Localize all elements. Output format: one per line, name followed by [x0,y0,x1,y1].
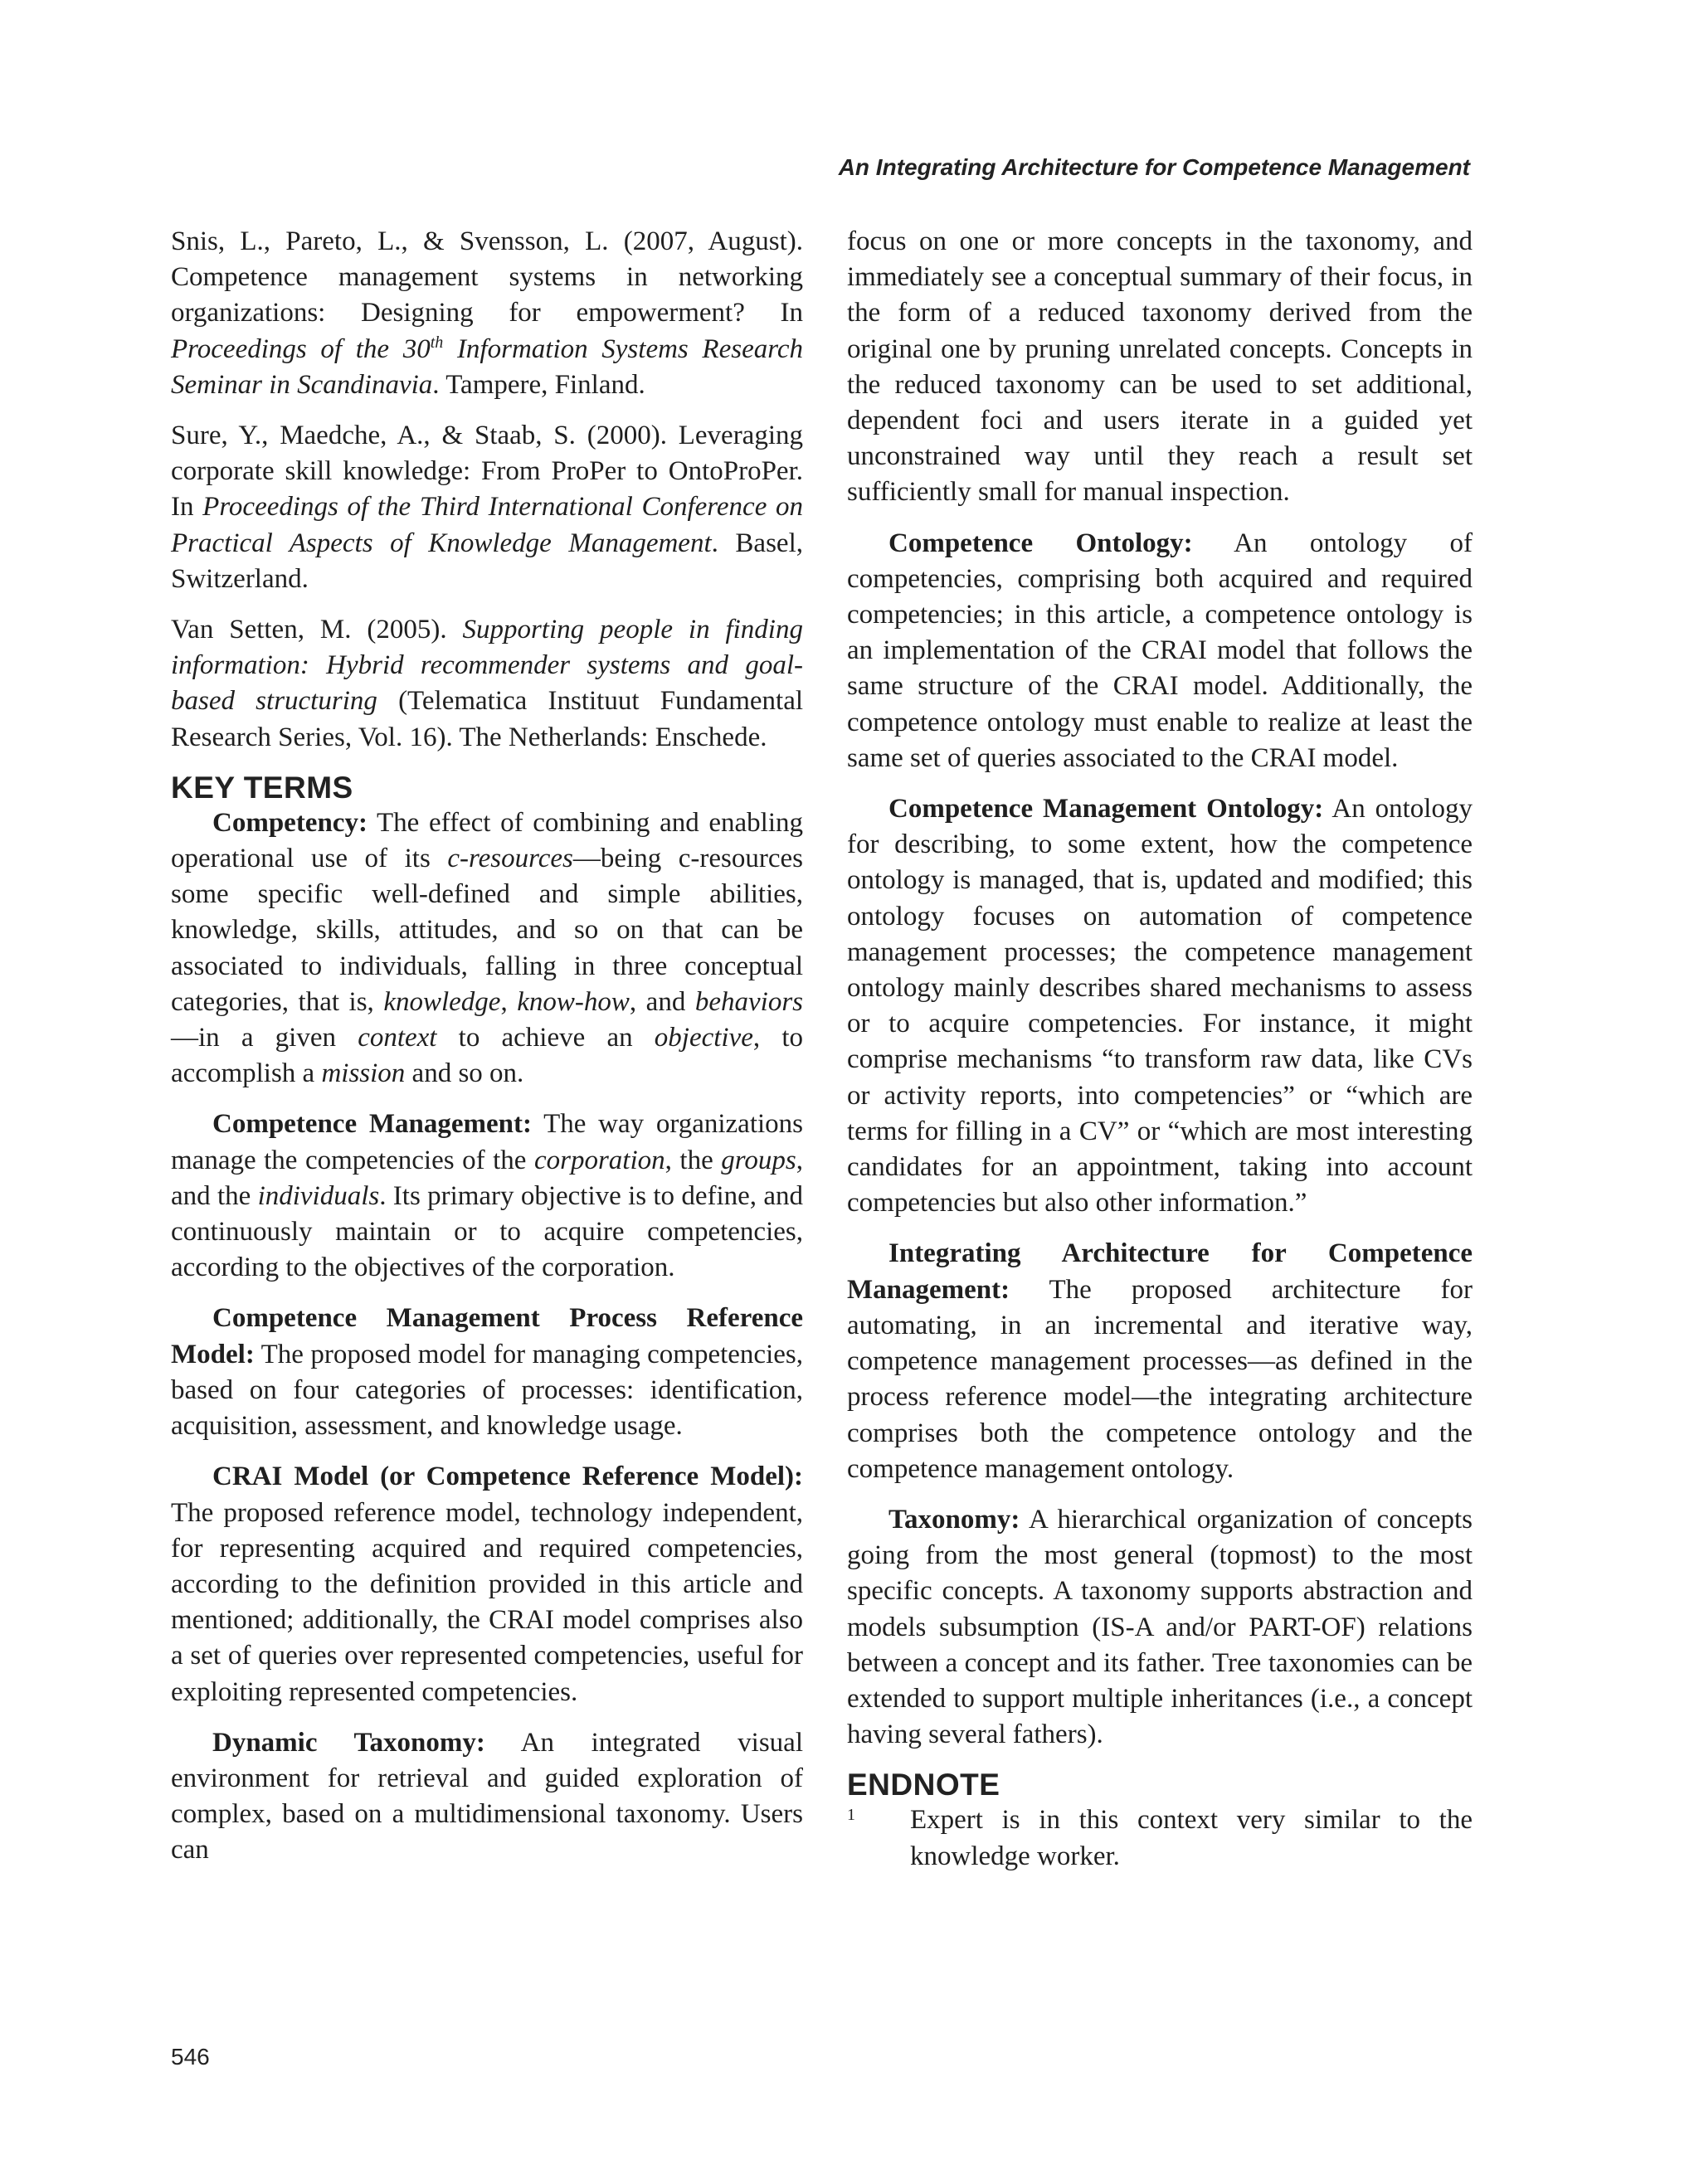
term-integrating-architecture [847,1236,1473,1486]
ref-italic: Supporting people in finding information: Hybrid recommender systems and goal-based structuring [171,615,803,717]
ref-italic: Proceedings of the 30 [171,333,431,364]
term-dynamic-taxonomy [171,1725,803,1869]
term-text: , and [629,986,695,1017]
endnote-item [847,1802,1473,1874]
term-title: Competency: [212,807,368,838]
term-italic: know-how [517,986,630,1017]
term-text: The proposed architecture for automating, in an incremental and iterative way, competence management processes—as defined in the process reference model—the integrating architecture comprises both the competence ontology and the competence management ontology. [847,1274,1473,1484]
term-text: , the [665,1145,722,1175]
term-title: Competence Ontology: [888,528,1193,558]
endnote-mark: 1 [847,1806,855,1825]
term-competence-ontology [847,526,1473,776]
term-text: , [500,986,518,1017]
ref-italic: Information Systems Research Seminar in Scandinavia [171,333,803,400]
key-terms-heading: KEY TERMS [171,770,353,805]
term-text: The proposed reference model, technology independent, for representing acquired and required competencies, according to the definition provided in this article and mentioned; additionally, the CRAI model comprises also a set of queries over represented competencies, useful for exploiting represented competencies. [171,1497,803,1707]
term-italic: corporation [533,1145,665,1175]
term-italic: objective [654,1023,753,1053]
ref-text: Sure, Y., Maedche, A., & Staab, S. (2000). Leveraging corporate skill knowledge: From ProPer to OntoProPer. In [171,421,803,523]
term-title: Integrating Architecture for Competence Management: [847,1238,1473,1305]
ref-italic: Proceedings of the Third International Conference on Practical Aspects of Knowledge Management [171,492,803,558]
term-crai-model [171,1459,803,1710]
reference-snis [171,224,803,403]
term-title: Competence Management: [212,1109,532,1140]
ref-text: . Tampere, Finland. [432,369,645,400]
reference-van-setten [171,612,803,756]
term-text: —being c-resources some specific well-defined and simple abilities, knowledge, skills, attitudes, and so on that can be associated to individuals, falling in three conceptual categories, that is, [171,844,803,1017]
term-text: The effect of combining and enabling operational use of its [171,807,803,874]
term-competency [171,805,803,1092]
term-text: , and the [171,1145,803,1211]
term-title: Competence Management Process Reference Model: [171,1303,803,1369]
ref-text: (Telematica Instituut Fundamental Research Series, Vol. 16). The Netherlands: Enschede. [171,686,804,752]
page-number: 546 [171,2044,210,2070]
left-column [171,224,803,1884]
term-italic: individuals [257,1180,380,1211]
term-text: A hierarchical organization of concepts going from the most general (topmost) to the most specific concepts. A taxonomy supports abstraction and models subsumption (IS-A and/or PART-OF) relations between a concept and its father. Tree taxonomies can be extended to support multiple inheritances (i.e., a concept having several fathers). [847,1504,1473,1750]
term-competence-management [171,1107,803,1286]
term-title: Dynamic Taxonomy: [212,1727,485,1758]
term-italic: knowledge [383,986,501,1017]
term-italic: behaviors [694,986,804,1017]
running-head: An Integrating Architecture for Competence Management [838,154,1470,180]
term-text: An ontology of competencies, comprising both acquired and required competencies; in this article, a competence ontology is an implementation of the CRAI model that follows the same structure of the CRAI model. Additionally, the competence ontology must enable to realize at least the same set of queries associated to the CRAI model. [847,528,1473,773]
term-text: to achieve an [436,1023,655,1053]
endnote-heading: ENDNOTE [847,1768,1000,1802]
right-column [847,224,1473,1875]
term-title: Taxonomy: [888,1504,1020,1535]
ref-text: Van Setten, M. (2005). [171,615,463,645]
term-text: —in a given [171,1023,358,1053]
term-italic: c-resources [447,844,573,874]
term-text: An integrated visual environment for retrieval and guided exploration of complex, based on a multidimensional taxonomy. Users can [171,1727,803,1865]
term-text: The proposed model for managing competencies, based on four categories of processes: identification, acquisition, assessment, and knowledge usage. [171,1339,803,1442]
endnote-text: Expert is in this context very similar to the knowledge worker. [910,1805,1473,1871]
ref-text: Snis, L., Pareto, L., & Svensson, L. (2007, August). Competence management systems in networking organizations: Designing for empowerment? In [171,226,803,328]
term-title: Competence Management Ontology: [888,794,1324,824]
term-italic: mission [321,1058,406,1089]
ref-superscript: th [430,333,444,352]
term-process-reference-model [171,1301,803,1444]
reference-sure [171,418,803,597]
term-text: and so on. [405,1058,524,1089]
term-title: CRAI Model (or Competence Reference Model): [212,1462,803,1492]
term-italic: context [358,1023,437,1053]
term-competence-management-ontology [847,791,1473,1221]
term-dynamic-taxonomy-continued: focus on one or more concepts in the taxonomy, and immediately see a conceptual summary of their focus, in the form of a reduced taxonomy derived from the original one by pruning unrelated concepts. Concepts in the reduced taxonomy can be used to set additional, dependent foci and users iterate in a guided yet unconstrained way until they reach a result set sufficiently small for manual inspection. [847,226,1473,508]
ref-text: . Basel, Switzerland. [171,528,803,594]
term-text: An ontology for describing, to some extent, how the competence ontology is managed, that is, updated and modified; this ontology focuses on automation of competence management processes; the competence management ontology mainly describes shared mechanisms to assess or to acquire competencies. For instance, it might comprise mechanisms “to transform raw data, like CVs or activity reports, into competencies” or “which are terms for filling in a CV” or “which are most interesting candidates for an appointment, taking into account competencies but also other information.” [847,794,1473,1218]
term-taxonomy [847,1502,1473,1753]
term-italic: groups [721,1145,796,1175]
term-text: The way organizations manage the competencies of the [171,1109,804,1175]
term-text: , to accomplish a [171,1023,803,1089]
term-text: . Its primary objective is to define, and continuously maintain or to acquire competencies, according to the objectives of the corporation. [171,1180,803,1283]
